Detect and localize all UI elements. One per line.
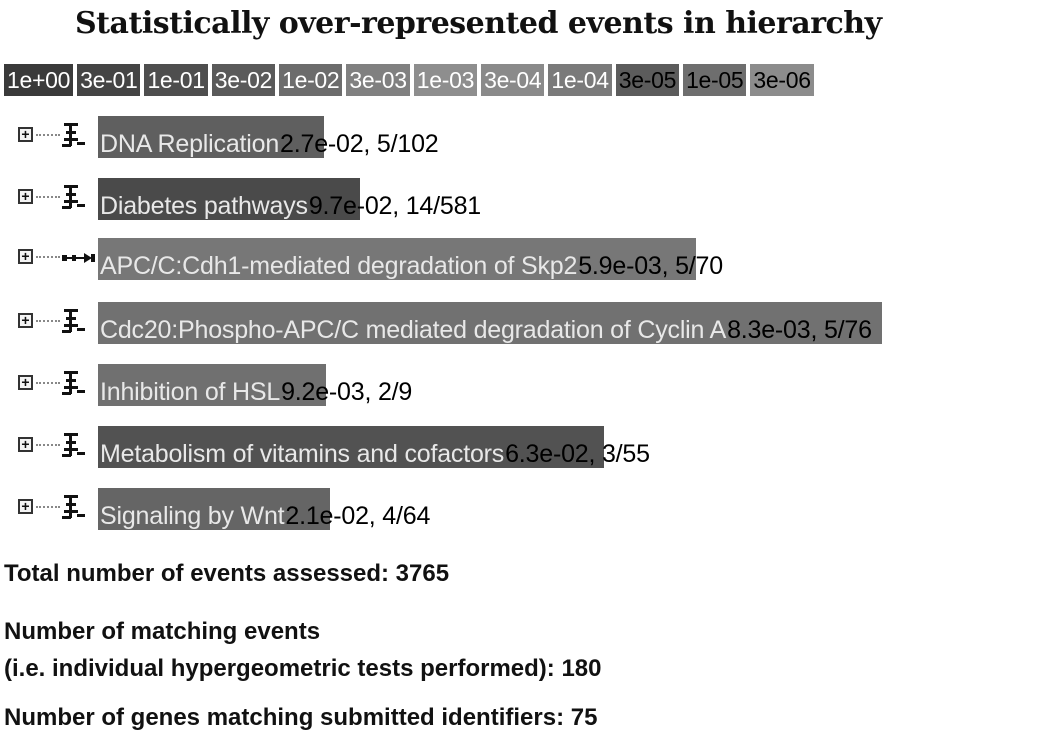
tree-connector	[36, 196, 60, 198]
event-row	[0, 360, 1063, 410]
expand-toggle-icon[interactable]: +	[18, 313, 33, 328]
legend-cell: 1e-01	[144, 64, 207, 96]
legend-cell: 1e-05	[683, 64, 746, 96]
p-value-color-legend	[4, 64, 814, 96]
hierarchy-icon	[62, 308, 96, 336]
event-row	[0, 422, 1063, 472]
event-row	[0, 174, 1063, 224]
event-stats: 2.7e-02, 5/102	[280, 130, 439, 158]
reaction-icon	[62, 244, 96, 272]
total-events-summary: Total number of events assessed: 3765	[4, 560, 450, 587]
hierarchy-icon	[62, 184, 96, 212]
event-name-link[interactable]: Inhibition of HSL	[100, 378, 281, 406]
tree-connector	[36, 506, 60, 508]
event-name-link[interactable]: DNA Replication	[100, 130, 280, 158]
hierarchy-icon	[62, 432, 96, 460]
event-stats: 9.2e-03, 2/9	[281, 378, 413, 406]
tree-connector	[36, 444, 60, 446]
expand-toggle-icon[interactable]: +	[18, 375, 33, 390]
hierarchy-icon	[62, 122, 96, 150]
expand-toggle-icon[interactable]: +	[18, 437, 33, 452]
event-stats: 9.7e-02, 14/581	[308, 192, 481, 220]
event-label-group	[100, 252, 723, 281]
event-row	[0, 112, 1063, 162]
expand-toggle-icon[interactable]: +	[18, 249, 33, 264]
expand-toggle-icon[interactable]: +	[18, 499, 33, 514]
legend-cell: 3e-05	[616, 64, 679, 96]
legend-cell: 1e-04	[548, 64, 611, 96]
legend-cell: 1e-02	[279, 64, 342, 96]
legend-cell: 3e-06	[750, 64, 813, 96]
matching-events-summary: Number of matching events	[4, 618, 321, 645]
event-stats: 6.3e-02, 3/55	[505, 440, 650, 468]
legend-cell: 3e-03	[346, 64, 409, 96]
event-name-link[interactable]: Cdc20:Phospho-APC/C mediated degradation of Cyclin A	[100, 316, 727, 344]
expand-toggle-icon[interactable]: +	[18, 189, 33, 204]
event-stats: 2.1e-02, 4/64	[285, 502, 431, 530]
event-stats: 5.9e-03, 5/70	[578, 252, 723, 280]
event-name-link[interactable]: Diabetes pathways	[100, 192, 308, 220]
legend-cell: 3e-02	[212, 64, 275, 96]
tree-connector	[36, 256, 60, 258]
genes-matching-summary: Number of genes matching submitted identifiers: 75	[4, 704, 598, 731]
event-label-group	[100, 378, 412, 407]
expand-toggle-icon[interactable]: +	[18, 127, 33, 142]
legend-cell: 1e-03	[414, 64, 477, 96]
event-row	[0, 484, 1063, 534]
legend-cell: 1e+00	[4, 64, 73, 96]
hierarchy-icon	[62, 494, 96, 522]
event-label-group	[100, 192, 481, 221]
event-stats: 8.3e-03, 5/76	[727, 316, 872, 344]
tree-connector	[36, 382, 60, 384]
event-row	[0, 298, 1063, 348]
event-name-link[interactable]: APC/C:Cdh1-mediated degradation of Skp2	[100, 252, 578, 280]
legend-cell: 3e-04	[481, 64, 544, 96]
event-name-link[interactable]: Signaling by Wnt	[100, 502, 285, 530]
event-label-group	[100, 440, 650, 469]
event-label-group	[100, 316, 872, 345]
event-name-link[interactable]: Metabolism of vitamins and cofactors	[100, 440, 505, 468]
event-row	[0, 234, 1063, 284]
legend-cell: 3e-01	[77, 64, 140, 96]
tree-connector	[36, 320, 60, 322]
matching-events-detail: (i.e. individual hypergeometric tests performed): 180	[4, 655, 602, 682]
hierarchy-icon	[62, 370, 96, 398]
page-title: Statistically over-represented events in hierarchy	[75, 6, 882, 41]
event-label-group	[100, 130, 439, 159]
tree-connector	[36, 134, 60, 136]
event-label-group	[100, 502, 430, 531]
